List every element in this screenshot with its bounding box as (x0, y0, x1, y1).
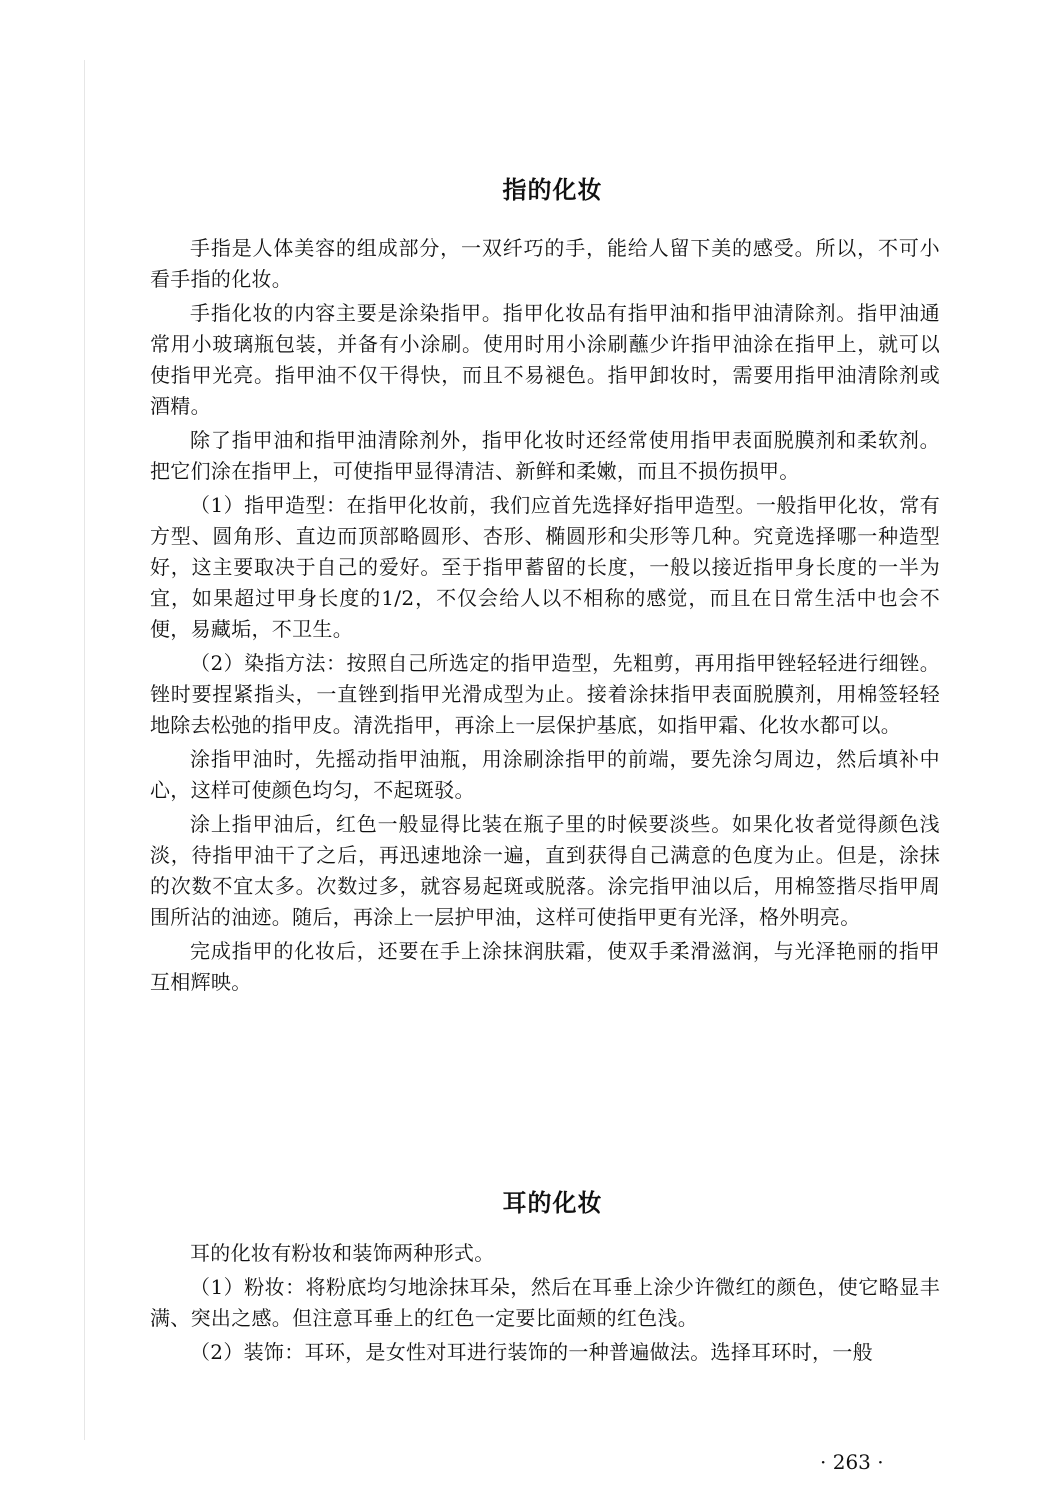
paragraph: （1）指甲造型：在指甲化妆前，我们应首先选择好指甲造型。一般指甲化妆，常有方型、圆角形、直边而顶部略圆形、杏形、椭圆形和尖形等几种。究竟选择哪一种造型好，这主要取决于自己的爱好。至于指甲蓄留的长度，一般以接近指甲身长度的一半为宜，如果超过甲身长度的1/2，不仅会给人以不相称的感觉，而且在日常生活中也会不便，易藏垢，不卫生。 (150, 493, 940, 641)
paragraph: （2）染指方法：按照自己所选定的指甲造型，先粗剪，再用指甲锉轻轻进行细锉。锉时要捏紧指头，一直锉到指甲光滑成型为止。接着涂抹指甲表面脱膜剂，用棉签轻轻地除去松弛的指甲皮。清洗指甲，再涂上一层保护基底，如指甲霜、化妆水都可以。 (150, 651, 940, 737)
section-body-ear-makeup (150, 1238, 940, 1371)
page-number: · 263 · (820, 1450, 884, 1474)
paragraph: 除了指甲油和指甲油清除剂外，指甲化妆时还经常使用指甲表面脱膜剂和柔软剂。把它们涂在指甲上，可使指甲显得清洁、新鲜和柔嫩，而且不损伤损甲。 (150, 428, 940, 483)
section-body-finger-makeup (150, 233, 940, 1001)
paragraph: 耳的化妆有粉妆和装饰两种形式。 (190, 1241, 495, 1265)
paragraph: 手指化妆的内容主要是涂染指甲。指甲化妆品有指甲油和指甲油清除剂。指甲油通常用小玻璃瓶包装，并备有小涂刷。使用时用小涂刷蘸少许指甲油涂在指甲上，就可以使指甲光亮。指甲油不仅干得快，而且不易褪色。指甲卸妆时，需要用指甲油清除剂或酒精。 (150, 301, 940, 418)
paragraph: 涂上指甲油后，红色一般显得比装在瓶子里的时候要淡些。如果化妆者觉得颜色浅淡，待指甲油干了之后，再迅速地涂一遍，直到获得自己满意的色度为止。但是，涂抹的次数不宜太多。次数过多，就容易起斑或脱落。涂完指甲油以后，用棉签揩尽指甲周围所沾的油迹。随后，再涂上一层护甲油，这样可使指甲更有光泽，格外明亮。 (150, 812, 940, 929)
paragraph: 涂指甲油时，先摇动指甲油瓶，用涂刷涂指甲的前端，要先涂匀周边，然后填补中心，这样可使颜色均匀，不起斑驳。 (150, 747, 940, 802)
paragraph: 手指是人体美容的组成部分，一双纤巧的手，能给人留下美的感受。所以，不可小看手指的化妆。 (150, 236, 940, 291)
paragraph: （1）粉妆：将粉底均匀地涂抹耳朵，然后在耳垂上涂少许微红的颜色，使它略显丰满、突出之感。但注意耳垂上的红色一定要比面颊的红色浅。 (150, 1275, 940, 1330)
section-title-ear-makeup: 耳的化妆 (502, 1189, 603, 1217)
section-title-finger-makeup: 指的化妆 (502, 176, 603, 204)
paragraph: （2）装饰：耳环，是女性对耳进行装饰的一种普遍做法。选择耳环时，一般 (190, 1340, 873, 1364)
scan-margin-line (84, 60, 85, 1440)
paragraph: 完成指甲的化妆后，还要在手上涂抹润肤霜，使双手柔滑滋润，与光泽艳丽的指甲互相辉映。 (150, 939, 940, 994)
